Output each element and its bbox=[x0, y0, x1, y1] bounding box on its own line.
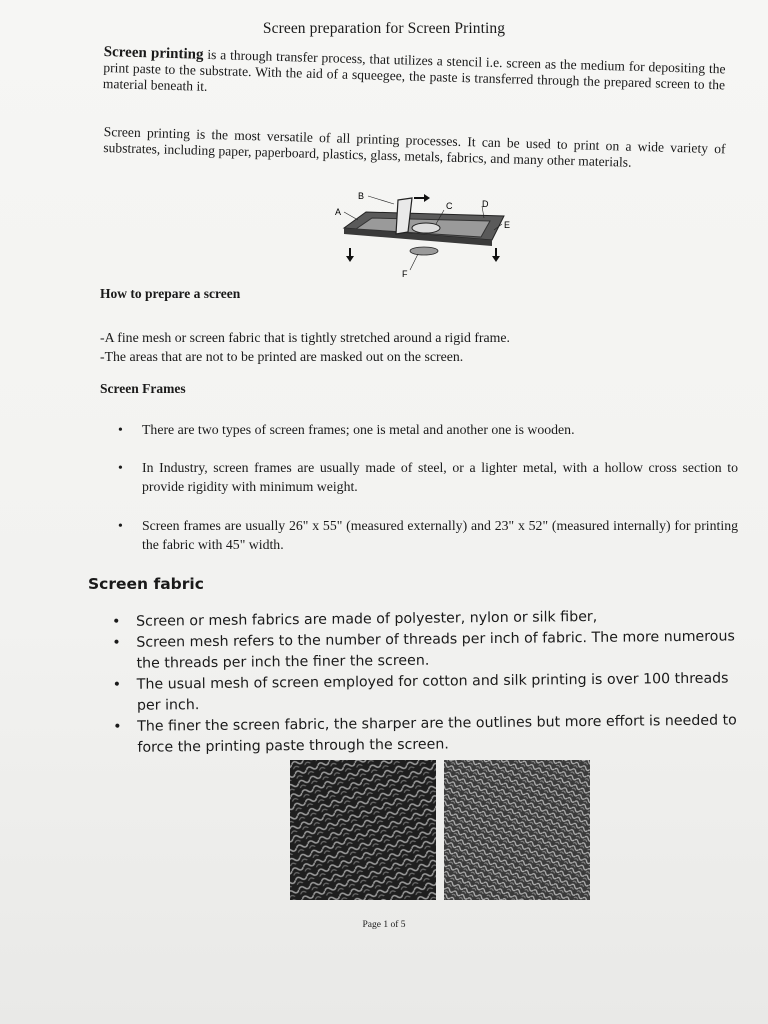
intro-text: is a through transfer process, that utilizes a stencil i.e. screen as the medium for depositing the print paste to the substrate. With the aid of a squeegee, the paste is transferred through the prepared screen to the material beneath it. bbox=[102, 46, 726, 94]
bullet-icon: • bbox=[118, 422, 123, 437]
diagram-label-c: C bbox=[446, 201, 453, 211]
versatile-paragraph: Screen printing is the most versatile of all printing processes. It can be used to print on a wide variety of substrates, including paper, paperboard, plastics, glass, metals, fabrics, and many other materials. bbox=[103, 124, 726, 170]
how-to-lines bbox=[100, 328, 510, 366]
list-item-text: In Industry, screen frames are usually made of steel, or a lighter metal, with a hollow cross section to provide rigidity with minimum weight. bbox=[142, 460, 738, 494]
screen-printing-diagram bbox=[332, 190, 512, 280]
bullet-icon: • bbox=[113, 718, 122, 735]
diagram-label-e: E bbox=[504, 220, 511, 230]
page-title: Screen preparation for Screen Printing bbox=[262, 20, 506, 37]
bullet-icon: • bbox=[118, 518, 123, 533]
bullet-icon: • bbox=[112, 676, 122, 693]
bullet-icon: • bbox=[112, 613, 121, 630]
down-arrow-right bbox=[492, 248, 500, 262]
intro-bold-term: Screen printing bbox=[103, 44, 204, 63]
fabric-heading: Screen fabric bbox=[88, 575, 204, 593]
frames-heading: Screen Frames bbox=[100, 381, 186, 396]
substrate-blob bbox=[410, 247, 438, 255]
how-to-line: -A fine mesh or screen fabric that is tightly stretched around a rigid frame. bbox=[100, 330, 510, 345]
how-to-heading: How to prepare a screen bbox=[100, 286, 241, 301]
diagram-label-d: D bbox=[482, 199, 489, 209]
paste-blob bbox=[412, 223, 440, 233]
mesh-photo-coarse bbox=[290, 760, 436, 900]
how-to-line: -The areas that are not to be printed are masked out on the screen. bbox=[100, 349, 464, 364]
list-item bbox=[113, 668, 753, 717]
fabric-bullet-list bbox=[112, 605, 754, 759]
list-item-text: Screen frames are usually 26" x 55" (measured externally) and 23" x 52" (measured internally) for printing the fabric with 45" width. bbox=[142, 518, 738, 552]
list-item bbox=[113, 710, 753, 759]
list-item bbox=[112, 626, 752, 675]
down-arrow-left bbox=[346, 248, 354, 262]
list-item-text: There are two types of screen frames; one is metal and another one is wooden. bbox=[142, 422, 575, 437]
list-item-text: The finer the screen fabric, the sharper are the outlines but more effort is needed to force the printing paste through the screen. bbox=[137, 712, 737, 756]
mesh-photo-fine bbox=[444, 760, 590, 900]
list-item-text: Screen mesh refers to the number of threads per inch of fabric. The more numerous the threads per inch the finer the screen. bbox=[136, 628, 735, 672]
page-footer: Page 1 of 5 bbox=[362, 920, 406, 930]
move-arrow bbox=[414, 194, 430, 202]
bullet-icon: • bbox=[112, 634, 121, 651]
list-item-text: The usual mesh of screen employed for cotton and silk printing is over 100 threads per inch. bbox=[136, 670, 729, 714]
diagram-label-f: F bbox=[402, 269, 408, 279]
intro-paragraph bbox=[103, 44, 726, 109]
diagram-label-a: A bbox=[335, 207, 342, 217]
list-item-text: Screen or mesh fabrics are made of polyester, nylon or silk fiber, bbox=[136, 608, 598, 630]
diagram-label-b: B bbox=[358, 191, 365, 201]
bullet-icon: • bbox=[118, 460, 123, 475]
